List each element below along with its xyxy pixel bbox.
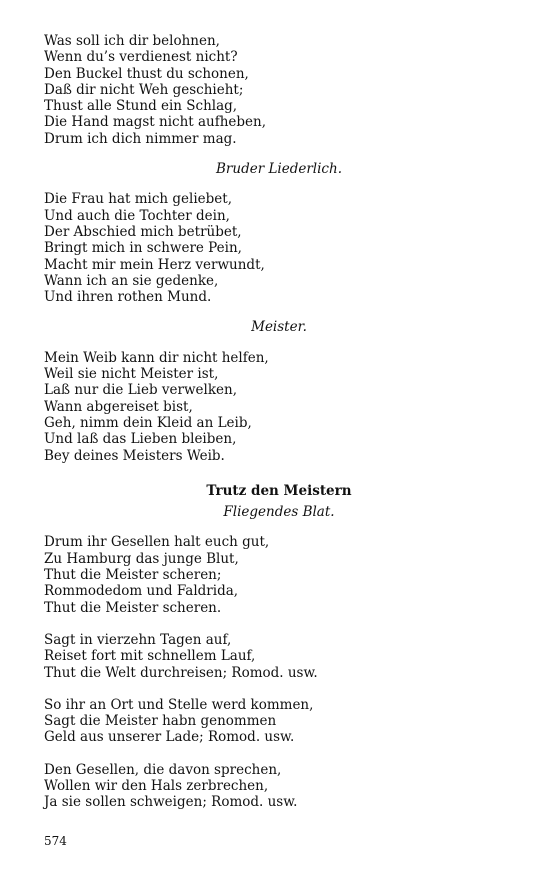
verse-line: Thut die Meister scheren.	[44, 599, 222, 616]
verse-line: Thut die Welt durchreisen; Romod. usw.	[44, 664, 318, 681]
verse-line: Was soll ich dir belohnen,	[44, 33, 220, 49]
verse-line: Den Gesellen, die davon sprechen,	[44, 761, 282, 778]
stanza-7	[44, 762, 514, 811]
verse-line: Zu Hamburg das junge Blut,	[44, 550, 239, 567]
verse-line: Bey deines Meisters Weib.	[44, 447, 225, 464]
poem-title: Trutz den Meistern	[206, 482, 352, 499]
page-number: 574	[44, 834, 67, 848]
verse-line: Drum ich dich nimmer mag.	[44, 130, 237, 147]
verse-line: Und auch die Tochter dein,	[44, 207, 230, 224]
verse-line: Thust alle Stund ein Schlag,	[44, 98, 238, 115]
stanza-2	[44, 191, 514, 305]
speaker-heading-meister: Meister.	[251, 319, 307, 336]
speaker-heading-bruder: Bruder Liederlich.	[216, 161, 342, 178]
verse-line: Wollen wir den Hals zerbrechen,	[44, 777, 269, 794]
verse-line: Ja sie sollen schweigen; Romod. usw.	[44, 794, 298, 811]
verse-line: Drum ihr Gesellen halt euch gut,	[44, 534, 270, 551]
verse-line: Wann abgereiset bist,	[44, 398, 193, 415]
poem-source: Fliegendes Blat.	[223, 504, 335, 521]
verse-line: Rommodedom und Faldrida,	[44, 583, 239, 600]
verse-line: Die Frau hat mich geliebet,	[44, 191, 233, 208]
verse-line: Bringt mich in schwere Pein,	[44, 240, 242, 257]
stanza-6	[44, 697, 514, 746]
stanza-5	[44, 632, 514, 681]
verse-line: Und laß das Lieben bleiben,	[44, 431, 237, 448]
verse-line: Die Hand magst nicht aufheben,	[44, 114, 267, 131]
stanza-1	[44, 33, 514, 147]
verse-line: Geld aus unserer Lade; Romod. usw.	[44, 729, 295, 746]
verse-line: Geh, nimm dein Kleid an Leib,	[44, 414, 252, 431]
verse-line: Und ihren rothen Mund.	[44, 289, 212, 306]
verse-line: Thut die Meister scheren;	[44, 567, 222, 584]
verse-line: Macht mir mein Herz verwundt,	[44, 256, 265, 273]
verse-line: Sagt die Meister habn genommen	[44, 713, 277, 730]
verse-line: Wann ich an sie gedenke,	[44, 272, 219, 289]
verse-line: Den Buckel thust du schonen,	[44, 65, 249, 82]
verse-line: Daß dir nicht Weh geschieht;	[44, 81, 244, 98]
verse-line: Weil sie nicht Meister ist,	[44, 366, 219, 383]
stanza-3	[44, 350, 514, 464]
verse-line: Sagt in vierzehn Tagen auf,	[44, 631, 232, 648]
verse-line: Laß nur die Lieb verwelken,	[44, 382, 237, 399]
verse-line: So ihr an Ort und Stelle werd kommen,	[44, 696, 314, 713]
verse-line: Wenn du’s verdienest nicht?	[44, 49, 238, 66]
poem-text	[44, 33, 514, 811]
verse-line: Der Abschied mich betrübet,	[44, 223, 242, 240]
verse-line: Reiset fort mit schnellem Lauf,	[44, 648, 256, 665]
stanza-4	[44, 534, 514, 615]
verse-line: Mein Weib kann dir nicht helfen,	[44, 349, 269, 366]
